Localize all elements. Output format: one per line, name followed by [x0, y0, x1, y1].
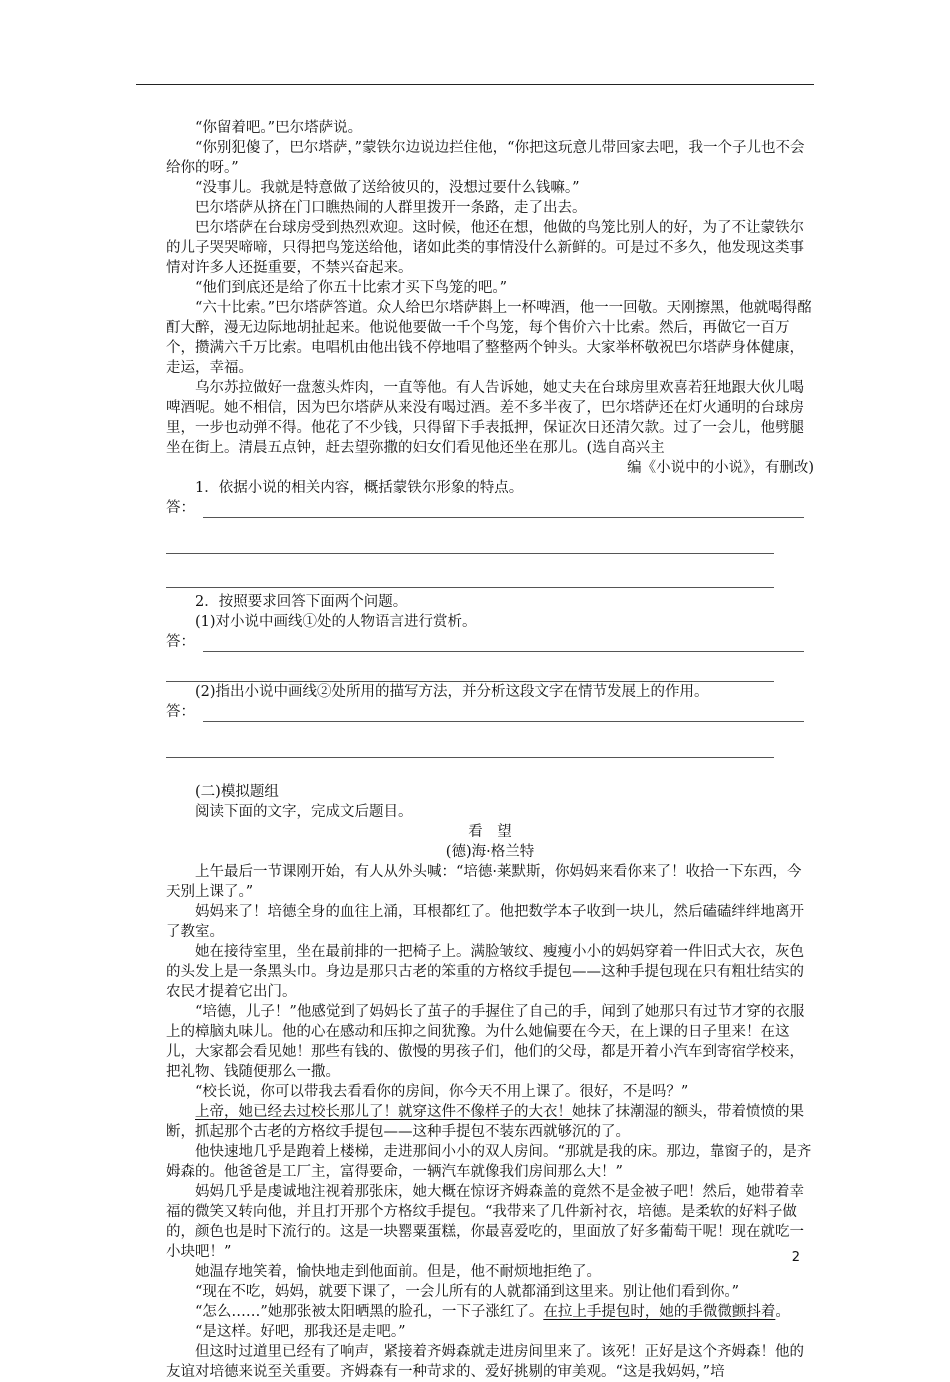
answer-blank[interactable] [203, 637, 804, 652]
story-paragraph: “你别犯傻了，巴尔塔萨，”蒙铁尔边说边拦住他，“你把这玩意儿带回家去吧，我一个子儿也不会给你的呀。” [166, 140, 805, 176]
header-rule [136, 84, 814, 85]
story-paragraph: “他们到底还是给了你五十比索才买下鸟笼的吧。” [195, 280, 508, 296]
passage-text: 。 [775, 1304, 790, 1320]
source-note: 编《小说中的小说》，有删改) [627, 460, 814, 476]
story-paragraph: 乌尔苏拉做好一盘葱头炸肉，一直等他。有人告诉她，她丈夫在台球房里欢喜若狂地跟大伙儿喝啤酒呢。她不相信，因为巴尔塔萨从来没有喝过酒。差不多半夜了，巴尔塔萨还在灯火通明的台球房里，一步也动弹不得。他花了不少钱，只得留下手表抵押，保证次日还清欠款。过了一会儿，他劈腿坐在街上。清晨五点钟，赶去望弥撒的妇女们看见他还坐在那儿。(选自高兴主 [166, 380, 804, 456]
story-paragraph [166, 1102, 814, 1142]
answer-label: 答： [166, 634, 195, 650]
story-paragraph [166, 1302, 814, 1322]
story-paragraph: 巴尔塔萨在台球房受到热烈欢迎。这时候，他还在想，他做的鸟笼比别人的好，为了不让蒙铁尔的儿子哭哭啼啼，只得把鸟笼送给他，诸如此类的事情没什么新鲜的。可是过不多久，他发现这类事情对许多人还挺重要，不禁兴奋起来。 [166, 220, 804, 276]
story-paragraph: 巴尔塔萨从挤在门口瞧热闹的人群里拨开一条路，走了出去。 [195, 200, 587, 216]
question-2: 2．按照要求回答下面两个问题。 [195, 594, 408, 610]
page-body [166, 118, 814, 1382]
story-paragraph: “没事儿。我就是特意做了送给彼贝的，没想过要什么钱嘛。” [195, 180, 580, 196]
question-2-1: (1)对小说中画线①处的人物语言进行赏析。 [195, 614, 477, 630]
story-paragraph: “现在不吃，妈妈，就要下课了，一会儿所有的人就都涌到这里来。别让他们看到你。” [195, 1284, 740, 1300]
passage-text: “怎么……”她那张被太阳晒黑的脸孔，一下子涨红了。 [195, 1304, 544, 1320]
story-paragraph: “六十比索。”巴尔塔萨答道。众人给巴尔塔萨斟上一杯啤酒，他一一回敬。天刚擦黑，他就喝得酩酊大醉，漫无边际地胡扯起来。他说他要做一千个鸟笼，每个售价六十比索。然后，再做它一百万个，攒满六千万比索。电唱机由他出钱不停地唱了整整两个钟头。大家举杯敬祝巴尔塔萨身体健康，走运，幸福。 [166, 300, 812, 376]
story-paragraph: “校长说，你可以带我去看看你的房间，你今天不用上课了。很好，不是吗？” [195, 1084, 689, 1100]
answer-line-q2-1[interactable] [166, 632, 814, 652]
answer-blank[interactable] [203, 707, 804, 722]
underlined-passage-2: 在拉上手提包时，她的手微微颤抖着 [543, 1304, 776, 1320]
question-2-2: (2)指出小说中画线②处所用的描写方法，并分析这段文字在情节发展上的作用。 [195, 684, 709, 700]
answer-line-q1[interactable] [166, 498, 814, 518]
story-paragraph: 她温存地笑着，愉快地走到他面前。但是，他不耐烦地拒绝了。 [195, 1264, 601, 1280]
answer-blank[interactable] [166, 756, 774, 758]
story-paragraph: 她在接待室里，坐在最前排的一把椅子上。满脸皱纹、瘦瘦小小的妈妈穿着一件旧式大衣，灰色的头发上是一条黑头巾。身边是那只古老的笨重的方格纹手提包——这种手提包现在只有粗壮结实的农民才提着它出门。 [166, 944, 804, 1000]
story-paragraph: “培德，儿子！”他感觉到了妈妈长了茧子的手握住了自己的手，闻到了她那只有过节才穿的衣服上的樟脑丸味儿。他的心在感动和压抑之间犹豫。为什么她偏要在今天，在上课的日子里来！在这儿，大家都会看见她！那些有钱的、傲慢的男孩子们，他们的父母，都是开着小汽车到寄宿学校来，把礼物、钱随便那么一撒。 [166, 1004, 805, 1080]
story-paragraph: 妈妈来了！培德全身的血往上涌，耳根都红了。他把数学本子收到一块儿，然后磕磕绊绊地离开了教室。 [166, 904, 804, 940]
answer-blank[interactable] [203, 503, 804, 518]
section-heading: (二)模拟题组 [195, 784, 279, 800]
answer-label: 答： [166, 704, 195, 720]
story-author: (德)海·格兰特 [445, 844, 535, 860]
story-paragraph: 妈妈几乎是虔诚地注视着那张床，她大概在惊讶齐姆森盖的竟然不是金被子吧！然后，她带着幸福的微笑又转向他，并且打开那个方格纹手提包。“我带来了几件新衬衣，培德。是柔软的好料子做的，颜色也是时下流行的。这是一块罂粟蛋糕，你最喜爱吃的，里面放了好多葡萄干呢！现在就吃一小块吧！” [166, 1184, 804, 1260]
section-instruction: 阅读下面的文字，完成文后题目。 [195, 804, 413, 820]
answer-label: 答： [166, 500, 195, 516]
page-number: 2 [791, 1250, 800, 1265]
underlined-passage-1: 上帝，她已经去过校长那儿了！就穿这件不像样子的大衣！ [195, 1104, 572, 1120]
answer-blank[interactable] [166, 552, 774, 554]
story-paragraph: “你留着吧。”巴尔塔萨说。 [195, 120, 363, 136]
passage-text: 她抹了抹潮湿的额头，带着愤愤的果断，抓起那个古老的方格纹手提包——这种手提包不装东西就够沉的了。 [166, 1104, 804, 1140]
story-paragraph: 但这时过道里已经有了响声，紧接着齐姆森就走进房间里来了。该死！正好是这个齐姆森！他的友谊对培德来说至关重要。齐姆森有一种苛求的、爱好挑剔的审美观。“这是我妈妈，”培 [166, 1344, 804, 1380]
story-paragraph: 他快速地几乎是跑着上楼梯，走进那间小小的双人房间。“那就是我的床。那边，靠窗子的，是齐姆森的。他爸爸是工厂主，富得要命，一辆汽车就像我们房间那么大！” [166, 1144, 812, 1180]
answer-blank[interactable] [166, 586, 774, 588]
answer-line-q2-2[interactable] [166, 702, 814, 722]
story-paragraph: “是这样。好吧，那我还是走吧。” [195, 1324, 406, 1340]
story-title: 看 望 [468, 824, 512, 840]
story-paragraph: 上午最后一节课刚开始，有人从外头喊：“培德·莱默斯，你妈妈来看你来了！收拾一下东西，今天别上课了。” [166, 864, 802, 900]
question-1: 1．依据小说的相关内容，概括蒙铁尔形象的特点。 [195, 480, 524, 496]
